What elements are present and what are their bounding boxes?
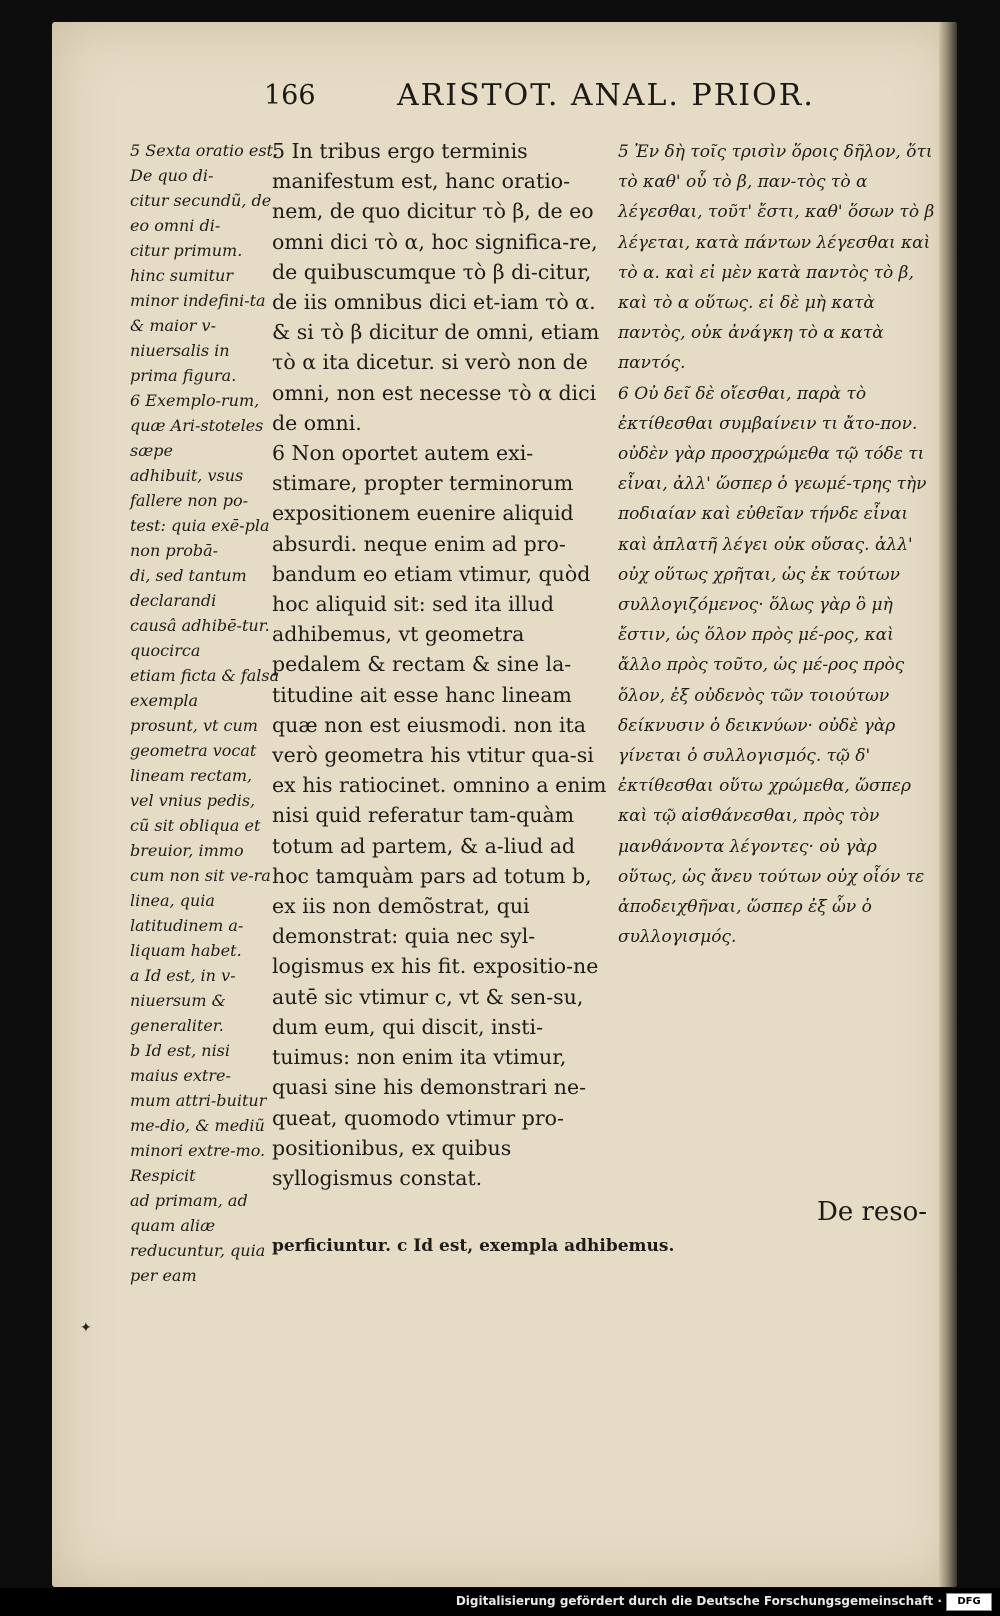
margin-note: minori extre-mo. Respicit <box>130 1141 266 1185</box>
margin-note: 6 Exemplo-rum, quæ Ari-stoteles sæpe <box>130 391 264 460</box>
greek-paragraph-6: 6 Οὐ δεῖ δὲ οἴεσθαι, παρὰ τὸ ἐκτίθεσθαι συμβαίνειν τι ἄτο-πον. οὐδὲν γὰρ προσχρώμεθα τῷ τόδε τι εἶναι, ἀλλ' ὥσπερ ὁ γεωμέ-τρης τὴν ποδιαίαν καὶ εὐθεῖαν τήνδε εἶναι καὶ ἀπλατῆ λέγει οὐκ οὔσας. ἀλλ' οὐχ οὕτως χρῆται, ὡς ἐκ τούτων συλλογιζόμενος· ὅλως γὰρ ὃ μὴ ἔστιν, ὡς ὅλον πρὸς μέ-ρος, καὶ ἄλλο πρὸς τοῦτο, ὡς μέ-ρος πρὸς ὅλον, ἐξ οὐδενὸς τῶν τοιούτων δείκνυσιν ὁ δεικνύων· οὐδὲ γὰρ γίνεται ὁ συλλογισμός. τῷ δ' ἐκτίθεσθαι οὕτω χρώμεθα, ὥσπερ καὶ τῷ αἰσθάνεσθαι, πρὸς τὸν μανθάνοντα λέγοντες· οὐ γὰρ οὕτως, ὡς ἄνευ τούτων οὐχ οἷόν τε ἀποδειχθῆναι, ὥσπερ ἐξ ὧν ὁ συλλογισμός. <box>618 383 927 948</box>
footer-credit: Digitalisierung gefördert durch die Deutsche Forschungsgemeinschaft · <box>455 1594 942 1608</box>
latin-paragraph-6: 6 Non oportet autem exi-stimare, propter terminorum expositionem euenire aliquid absurdi. neque enim ad pro-bandum eo etiam vtimur, quòd hoc aliquid sit: sed ita illud adhibemus, vt geometra pedalem & rectam & sine la-titudine ait esse hanc lineam quæ non est eiusmodi. non ita verò geometra his vtitur qua-si ex his ratiocinet. omnino a enim nisi quid referatur tam-quàm totum ad partem, & a-liud ad hoc tamquàm pars ad totum b, ex iis non demõstrat, qui demonstrat: quia nec syl-logismus ex his fit. expositio-ne autē sic vtimur c, vt & sen-su, dum eum, qui discit, insti-tuimus: non enim ita vtimur, quasi sine his demonstrari ne-queat, quomodo vtimur pro-positionibus, ex quibus syllogismus constat. <box>272 441 607 1190</box>
margin-note: cum non sit ve-ra linea, quia <box>130 866 271 910</box>
margin-note: ad primam, ad quam aliæ <box>130 1191 248 1235</box>
margin-note: b Id est, nisi maius extre- <box>130 1041 231 1085</box>
margin-note: prosunt, vt cum geometra vocat <box>130 716 258 760</box>
margin-note: generaliter. <box>130 1016 224 1035</box>
margin-note: prima figura. <box>130 366 237 385</box>
footnote: perficiuntur. c Id est, exempla adhibemus. <box>272 1236 675 1256</box>
margin-note: reducuntur, quia per eam <box>130 1241 266 1285</box>
ink-mark-icon: ✦ <box>80 1320 92 1336</box>
book-page <box>52 22 957 1587</box>
margin-notes-column <box>130 138 280 1288</box>
margin-note: adhibuit, vsus fallere non po- <box>130 466 248 510</box>
running-head <box>52 76 957 116</box>
margin-note: latitudinem a-liquam habet. <box>130 916 244 960</box>
latin-paragraph-5: 5 In tribus ergo terminis manifestum est, hanc oratio-nem, de quo dicitur τὸ β, de eo omni dici τὸ α, hoc significa-re, de quibuscumque τὸ β di-citur, de iis omnibus dici et-iam τὸ α. & si τὸ β dicitur de omni, etiam τὸ α ita dicetur. si verò non de omni, non est necesse τὸ α dici de omni. <box>272 139 600 435</box>
dfg-logo: DFG <box>946 1593 992 1611</box>
margin-note: causâ adhibē-tur. quocirca <box>130 616 270 660</box>
margin-note: etiam ficta & falsa exempla <box>130 666 280 710</box>
greek-paragraph-5: 5 Ἐν δὴ τοῖς τρισὶν ὅροις δῆλον, ὅτι τὸ καθ' οὗ τὸ β, παν-τὸς τὸ α λέγεσθαι, τοῦτ' ἔστι, καθ' ὅσων τὸ β λέγεται, κατὰ πάντων λέγεσθαι καὶ τὸ α. καὶ εἰ μὲν κατὰ παντὸς τὸ β, καὶ τὸ α οὕτως. εἰ δὲ μὴ κατὰ παντὸς, οὐκ ἀνάγκη τὸ α κατὰ παντός. <box>618 142 935 374</box>
margin-note: a Id est, in v-niuersum & <box>130 966 236 1010</box>
margin-note: mum attri-buitur me-dio, & mediũ <box>130 1091 267 1135</box>
catchword: De reso- <box>817 1197 928 1227</box>
page-number: 166 <box>264 80 316 111</box>
margin-note: lineam rectam, vel vnius pedis, <box>130 766 256 810</box>
margin-note: 5 Sexta oratio est, De quo di- <box>130 141 279 185</box>
margin-note: citur secundũ, de eo omni di- <box>130 191 272 235</box>
margin-note: citur primum. hinc sumitur <box>130 241 243 285</box>
page-edge-shadow <box>939 22 957 1587</box>
greek-text-column <box>618 137 938 952</box>
digitization-footer <box>0 1588 1000 1616</box>
margin-note: minor indefini-ta & maior v-niuersalis in <box>130 291 266 360</box>
margin-note: test: quia exē-pla non probā- <box>130 516 270 560</box>
margin-note: cũ sit obliqua et breuior, immo <box>130 816 261 860</box>
latin-text-column <box>272 136 612 1193</box>
running-title: ARISTOT. ANAL. PRIOR. <box>397 78 815 113</box>
margin-note: di, sed tantum declarandi <box>130 566 247 610</box>
